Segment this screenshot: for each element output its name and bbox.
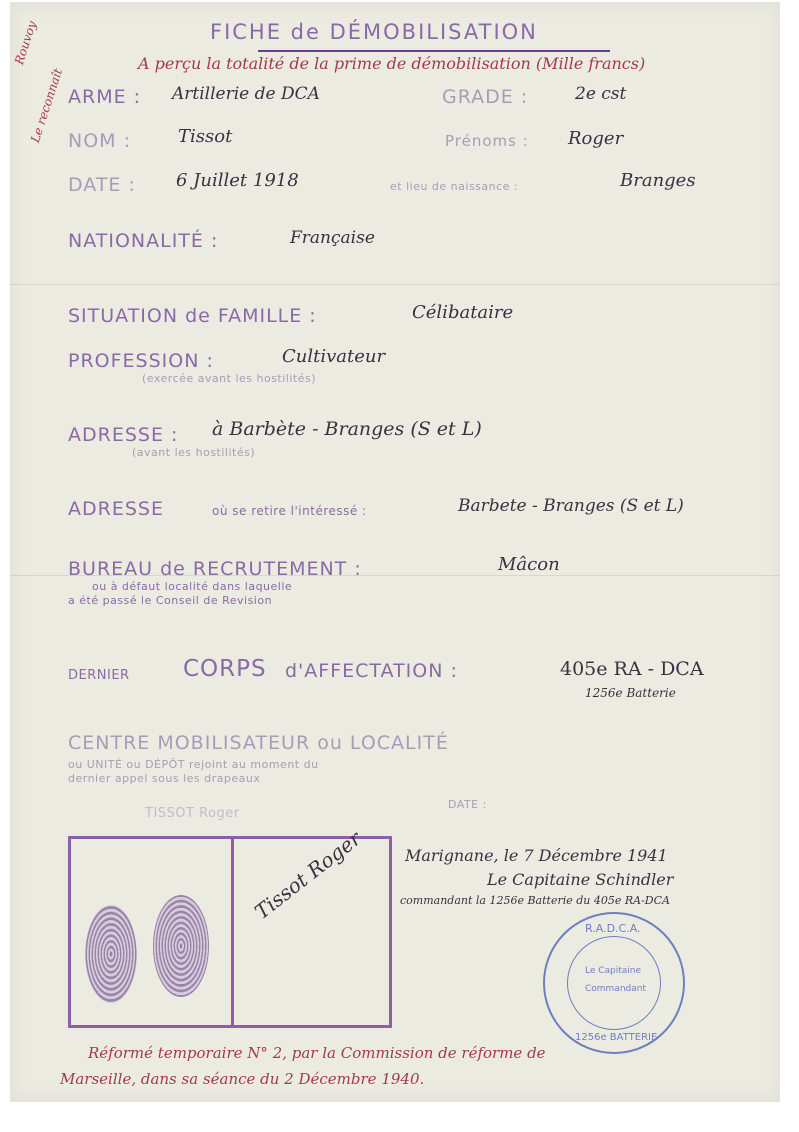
margin-note-2: Le reconnaît [28,66,66,145]
grade-label: GRADE : [442,86,529,108]
battery-seal [543,912,685,1054]
bureau-note-2: a été passé le Conseil de Revision [68,594,273,607]
corps-label-post: d'AFFECTATION : [285,660,458,682]
profession-label: PROFESSION : [68,350,214,372]
title-underline [258,50,610,52]
nationalite-label: NATIONALITÉ : [68,230,219,252]
arme-label: ARME : [68,86,142,108]
captain-name: Le Capitaine Schindler [487,870,674,889]
adresse1-label: ADRESSE : [68,424,179,446]
adresse2-value: Barbete - Branges (S et L) [458,496,684,516]
bureau-label: BUREAU de RECRUTEMENT : [68,558,362,580]
document-title: FICHE de DÉMOBILISATION [210,20,538,44]
nom-label: NOM : [68,130,132,152]
seal-bottom: 1256e BATTERIE [575,1032,658,1043]
premium-note: A perçu la totalité de la prime de démobilisation (Mille francs) [138,54,646,73]
reform-note-2: Marseille, dans sa séance du 2 Décembre 1940. [60,1070,425,1088]
bureau-value: Mâcon [498,554,560,575]
nom-value: Tissot [178,126,233,147]
situation-label: SITUATION de FAMILLE : [68,305,317,327]
margin-note-1: Rouvoy [12,19,40,67]
adresse1-note: (avant les hostilités) [132,446,256,459]
profession-value: Cultivateur [282,346,386,367]
arme-value: Artillerie de DCA [172,84,320,104]
place-date: Marignane, le 7 Décembre 1941 [405,846,668,865]
fingerprint-right [153,895,209,997]
fingerprint-left [85,905,137,1003]
situation-value: Célibataire [412,302,514,323]
seal-top: R.A.D.C.A. [585,922,641,935]
date-label: DATE : [68,174,136,196]
corps-value-2: 1256e Batterie [585,686,676,700]
centre-note-2: dernier appel sous les drapeaux [68,772,261,785]
adresse2-sublabel: où se retire l'intéressé : [212,504,367,518]
bureau-note-1: ou à défaut localité dans laquelle [92,580,293,593]
adresse2-label: ADRESSE [68,498,164,520]
profession-note: (exercée avant les hostilités) [142,372,317,385]
adresse1-value: à Barbète - Branges (S et L) [212,418,482,440]
reform-note-1: Réformé temporaire N° 2, par la Commission de réforme de [88,1044,546,1062]
fingerprint-box [68,836,392,1028]
corps-value: 405e RA - DCA [560,658,704,680]
faint-name: TISSOT Roger [145,806,240,821]
lieu-value: Branges [620,170,696,191]
prenoms-label: Prénoms : [445,132,529,150]
centre-note-1: ou UNITÉ ou DÉPÔT rejoint au moment du [68,758,319,771]
nationalite-value: Française [290,228,375,248]
centre-label: CENTRE MOBILISATEUR ou LOCALITÉ [68,732,449,754]
lieu-label: et lieu de naissance : [390,180,519,193]
seal-inner-ring [567,936,661,1030]
box-divider [231,839,234,1025]
prenoms-value: Roger [568,128,624,149]
fold-line [10,284,780,285]
seal-middle-1: Le Capitaine [585,966,642,976]
command-line: commandant la 1256e Batterie du 405e RA-DCA [400,894,670,907]
corps-label-pre: DERNIER [68,668,130,683]
corps-label-main: CORPS [183,656,267,682]
date2-label: DATE : [448,798,487,811]
holder-signature: Tissot Roger [250,826,366,924]
seal-middle-2: Commandant [585,984,647,994]
grade-value: 2e cst [575,84,627,104]
date-value: 6 Juillet 1918 [176,170,299,191]
